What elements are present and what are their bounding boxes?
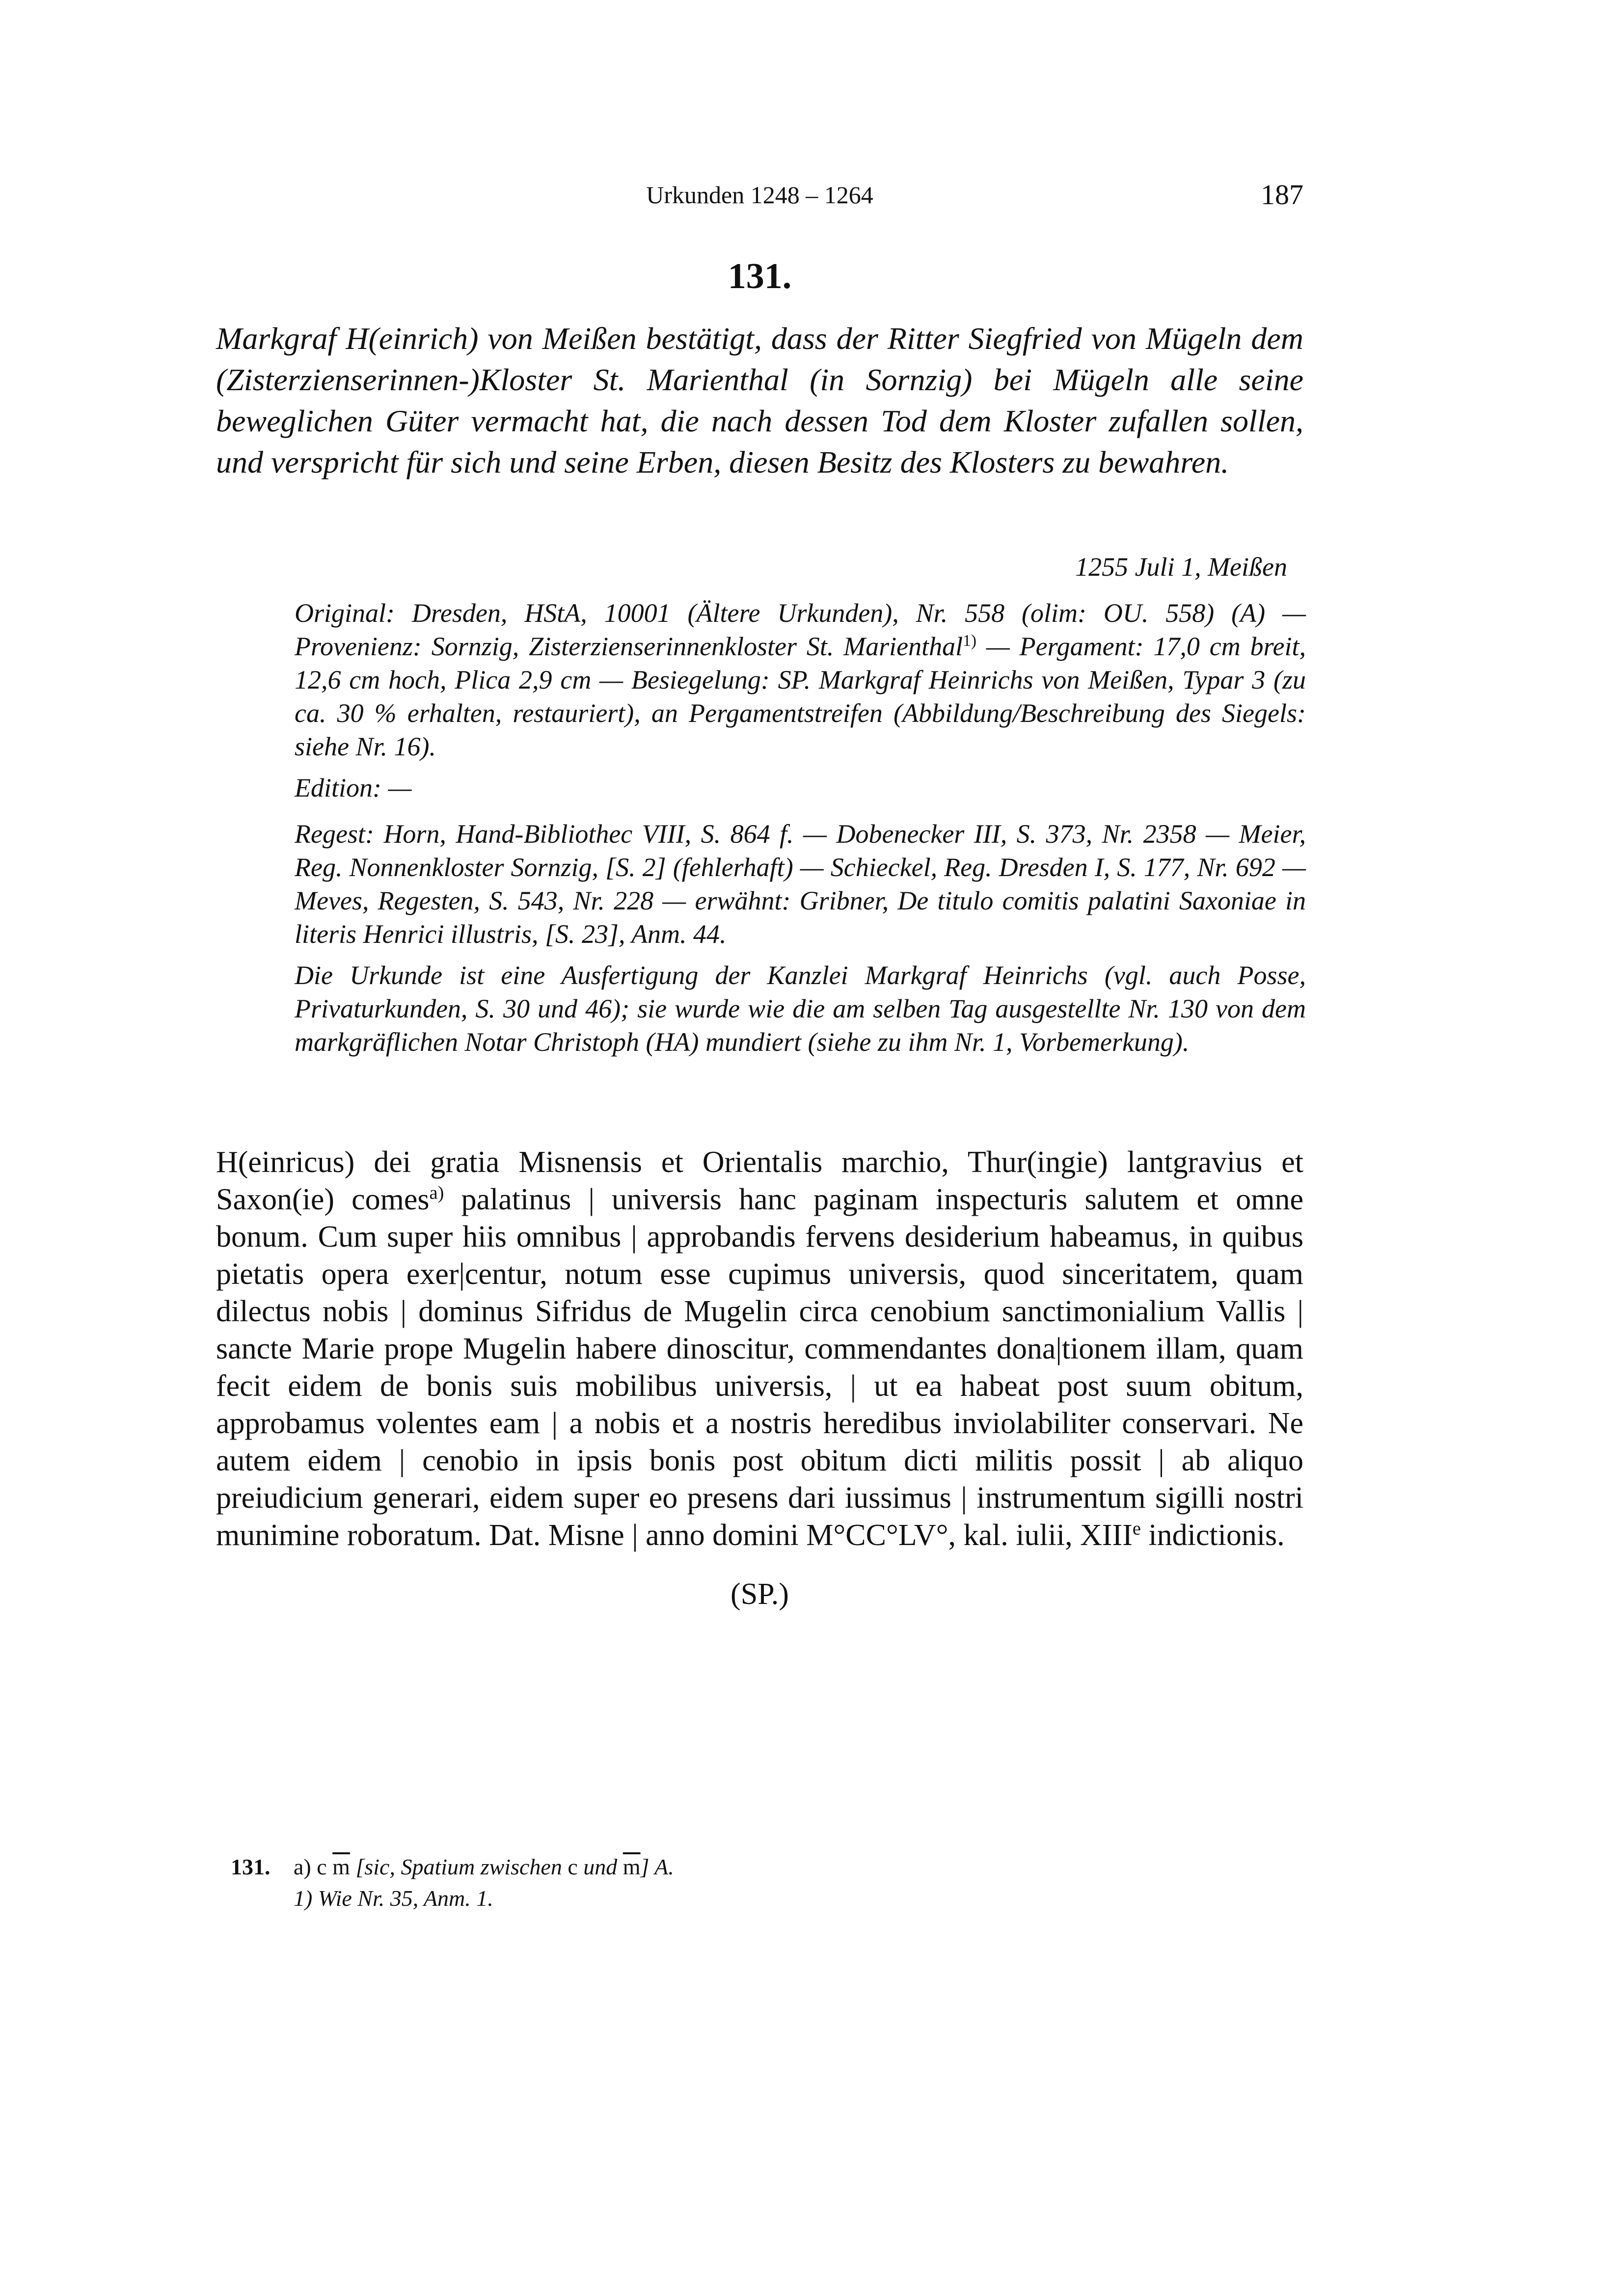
seal-mark: (SP.) (731, 1577, 789, 1611)
original-text-a: Original: Dresden, HStA, 10001 (Ältere Urkunden), Nr. 558 (olim: OU. 558) (A) — Provenienz: Sornzig, Zisterzienserinnenkloster St. Marienthal (295, 598, 1306, 661)
footnote-a (231, 1851, 1213, 1883)
running-title: Urkunden 1248 – 1264 (646, 181, 873, 209)
original-text-b: — Pergament: 17,0 cm breit, 12,6 cm hoch, Plica 2,9 cm — Besiegelung: SP. Markgraf Heinrichs von Meißen, Typar 3 (zu ca. 30 % erhalten, restauriert), an Pergamentstreifen (Abbildung/Beschreibung des Siegels: siehe Nr. 16). (295, 632, 1306, 761)
footnote-marker-a: a) (429, 1182, 444, 1203)
commentary: Die Urkunde ist eine Ausfertigung der Kanzlei Markgraf Heinrichs (vgl. auch Posse, Privaturkunden, S. 30 und 46); sie wurde wie die am selben Tag ausgestellte Nr. 130 von dem markgräflichen Notar Christoph (HA) mundiert (siehe zu ihm Nr. 1, Vorbemerkung). (295, 961, 1306, 1057)
footnote-a-macron-2: $\overline{m}$ (623, 1854, 641, 1879)
footnote-1 (231, 1883, 1213, 1914)
footnote-marker-1: 1) (963, 632, 977, 650)
footnote-a-text (294, 1851, 674, 1883)
apparatus (295, 596, 1306, 1059)
date-place: 1255 Juli 1, Meißen (1075, 552, 1287, 582)
latin-text (216, 1144, 1303, 1554)
footnote-a-label: a) c (294, 1854, 333, 1879)
page-number: 187 (1261, 179, 1303, 211)
original-description (295, 596, 1306, 763)
footnote-doc-number: 131. (231, 1854, 271, 1879)
footnote-a-italic: [sic, Spatium zwischen (350, 1854, 568, 1879)
footnote-a-und: und (577, 1854, 623, 1879)
latin-part-1: H(einricus) dei gratia Misnensis et Orientalis marchio, Thur(ingie) lantgravius et Saxon(ie) comes (216, 1146, 1303, 1216)
regest-summary: Markgraf H(einrich) von Meißen bestätigt, dass der Ritter Siegfried von Mügeln dem (Zisterzienserinnen-)Kloster St. Marienthal (in Sornzig) bei Mügeln alle seine beweglichen Güter vermacht hat, die nach dessen Tod dem Kloster zufallen sollen, und verspricht für sich und seine Erben, diesen Besitz des Klosters zu bewahren. (216, 321, 1303, 480)
footnote-a-end: ] A. (640, 1854, 674, 1879)
edition-line: Edition: — (295, 773, 412, 802)
latin-part-2: palatinus | universis hanc paginam inspecturis salutem et omne bonum. Cum super hiis omnibus | approbandis fervens desiderium habeamus, in quibus pietatis opera exer|centur, notum esse cupimus universis, quod sinceritatem, quam dilectus nobis | dominus Sifridus de Mugelin circa cenobium sanctimonialium Vallis | sancte Marie prope Mugelin habere dinoscitur, commendantes dona|tionem illam, quam fecit eidem de bonis suis mobilibus universis, | ut ea habeat post suum obitum, approbamus volentes eam | a nobis et a nostris heredibus inviolabiliter conservari. Ne autem eidem | cenobio in ipsis bonis post obitum dicti militis possit | ab aliquo preiudicium generari, eidem super eo presens dari iussimus | instrumentum sigilli nostri munimine roboratum. Dat. Misne | anno domini M°CC°LV°, kal. iulii, XIII (216, 1183, 1303, 1552)
footnote-a-c: c (568, 1854, 578, 1879)
footnote-1-text: 1) Wie Nr. 35, Anm. 1. (294, 1886, 493, 1911)
footnotes (231, 1851, 1213, 1914)
footnote-a-macron: $\overline{m}$ (332, 1854, 350, 1879)
regesten-list: Regest: Horn, Hand-Bibliothec VIII, S. 864 f. — Dobenecker III, S. 373, Nr. 2358 — Meier, Reg. Nonnenkloster Sornzig, [S. 2] (fehlerhaft) — Schieckel, Reg. Dresden I, S. 177, Nr. 692 — Meves, Regesten, S. 543, Nr. 228 — erwähnt: Gribner, De titulo comitis palatini Saxoniae in literis Henrici illustris, [S. 23], Anm. 44. (295, 819, 1306, 949)
running-header (216, 178, 1303, 212)
latin-part-3: indictionis. (1140, 1519, 1285, 1552)
superscript-e: e (1132, 1518, 1141, 1539)
document-number: 131. (728, 256, 792, 296)
